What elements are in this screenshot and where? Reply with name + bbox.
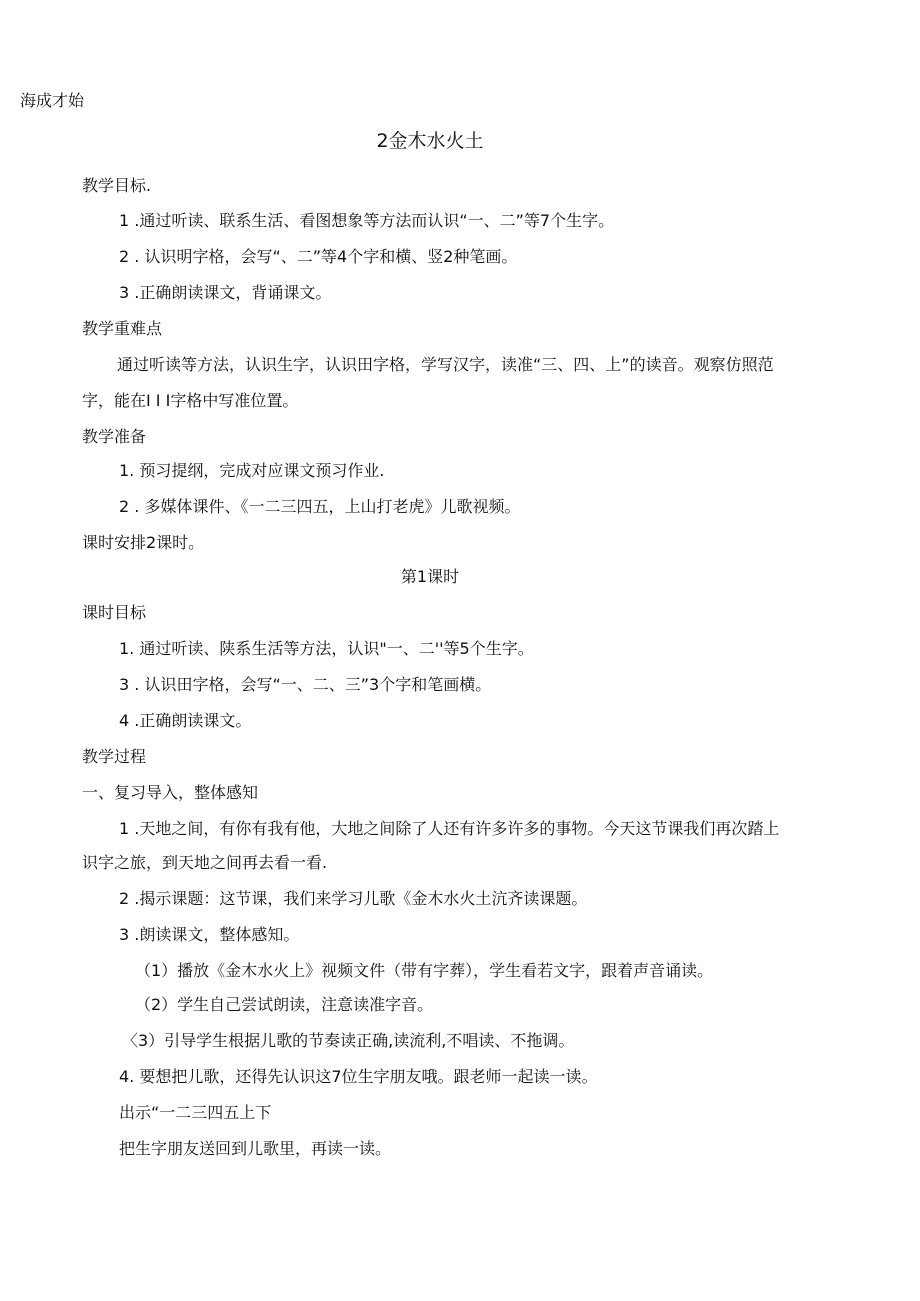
process-step-3: 3 .朗读课文，整体感知。 xyxy=(119,925,300,944)
preparation-heading: 教学准备 xyxy=(82,427,147,446)
objectives-heading: 教学目标. xyxy=(82,176,152,195)
lesson-1-heading: 第1课时 xyxy=(400,567,460,586)
key-points-heading: 教学重难点 xyxy=(82,319,163,338)
key-points-line-1: 通过听读等方法，认识生字，认识田字格，学写汉字，读准“三、四、上”的读音。观察仿照范 xyxy=(117,355,774,374)
preparation-item-2: 2 . 多媒体课件、《一二三四五，上山打老虎》儿歌视频。 xyxy=(119,497,521,516)
process-sub-step-2: （2）学生自己尝试朗读，注意读准字音。 xyxy=(135,995,434,1014)
process-step-2: 2 .揭示课题：这节课，我们来学习儿歌《金木水火土沆齐读课题。 xyxy=(119,889,588,908)
schedule-text: 课时安排2课时。 xyxy=(82,533,205,552)
lesson-goal-item-2: 3 . 认识田字格，会写“一、二、三”3个字和笔画横。 xyxy=(119,675,492,694)
objective-item-2: 2 . 认识明字格，会写“、二”等4个字和横、竖2种笔画。 xyxy=(119,247,518,266)
process-step-1-line-2: 识字之旅，到天地之间再去看一看. xyxy=(82,853,328,872)
lesson-goal-item-3: 4 .正确朗读课文。 xyxy=(119,711,252,730)
process-step-1-line-1: 1 .天地之间，有你有我有他，大地之间除了人还有许多许多的事物。今天这节课我们再次踏上 xyxy=(119,819,780,838)
process-sub-step-3: 〈3）引导学生根据儿歌的节奏读正确,读流利,不唱读、不拖调。 xyxy=(122,1031,575,1050)
process-heading: 教学过程 xyxy=(82,747,147,766)
process-section-1: 一、复习导入，整体感知 xyxy=(82,783,259,802)
process-send-back: 把生字朋友送回到儿歌里，再读一读。 xyxy=(119,1139,392,1158)
key-points-line-2: 字，能在I I I字格中写准位置。 xyxy=(82,391,299,410)
process-show-label: 出示“一二三四五上下 xyxy=(119,1103,272,1122)
lesson-goals-heading: 课时目标 xyxy=(82,603,147,622)
lesson-goal-item-1: 1. 通过听读、陕系生活等方法，认识"一、二''等5个生字。 xyxy=(119,639,534,658)
objective-item-1: 1 .通过听读、联系生活、看图想象等方法而认识“一、二”等7个生字。 xyxy=(119,211,615,230)
process-sub-step-1: （1）播放《金木水火上》视频文件（带有字葬），学生看若文字，跟着声音诵读。 xyxy=(135,961,714,980)
objective-item-3: 3 .正确朗读课文，背诵课文。 xyxy=(119,283,332,302)
lesson-title: 2金木水火土 xyxy=(376,130,484,152)
header-brand: 海成才始 xyxy=(20,91,85,110)
preparation-item-1: 1. 预习提纲，完成对应课文预习作业. xyxy=(119,461,385,480)
process-step-4: 4. 要想把儿歌，还得先认识这7位生字朋友哦。跟老师一起读一读。 xyxy=(119,1067,598,1086)
